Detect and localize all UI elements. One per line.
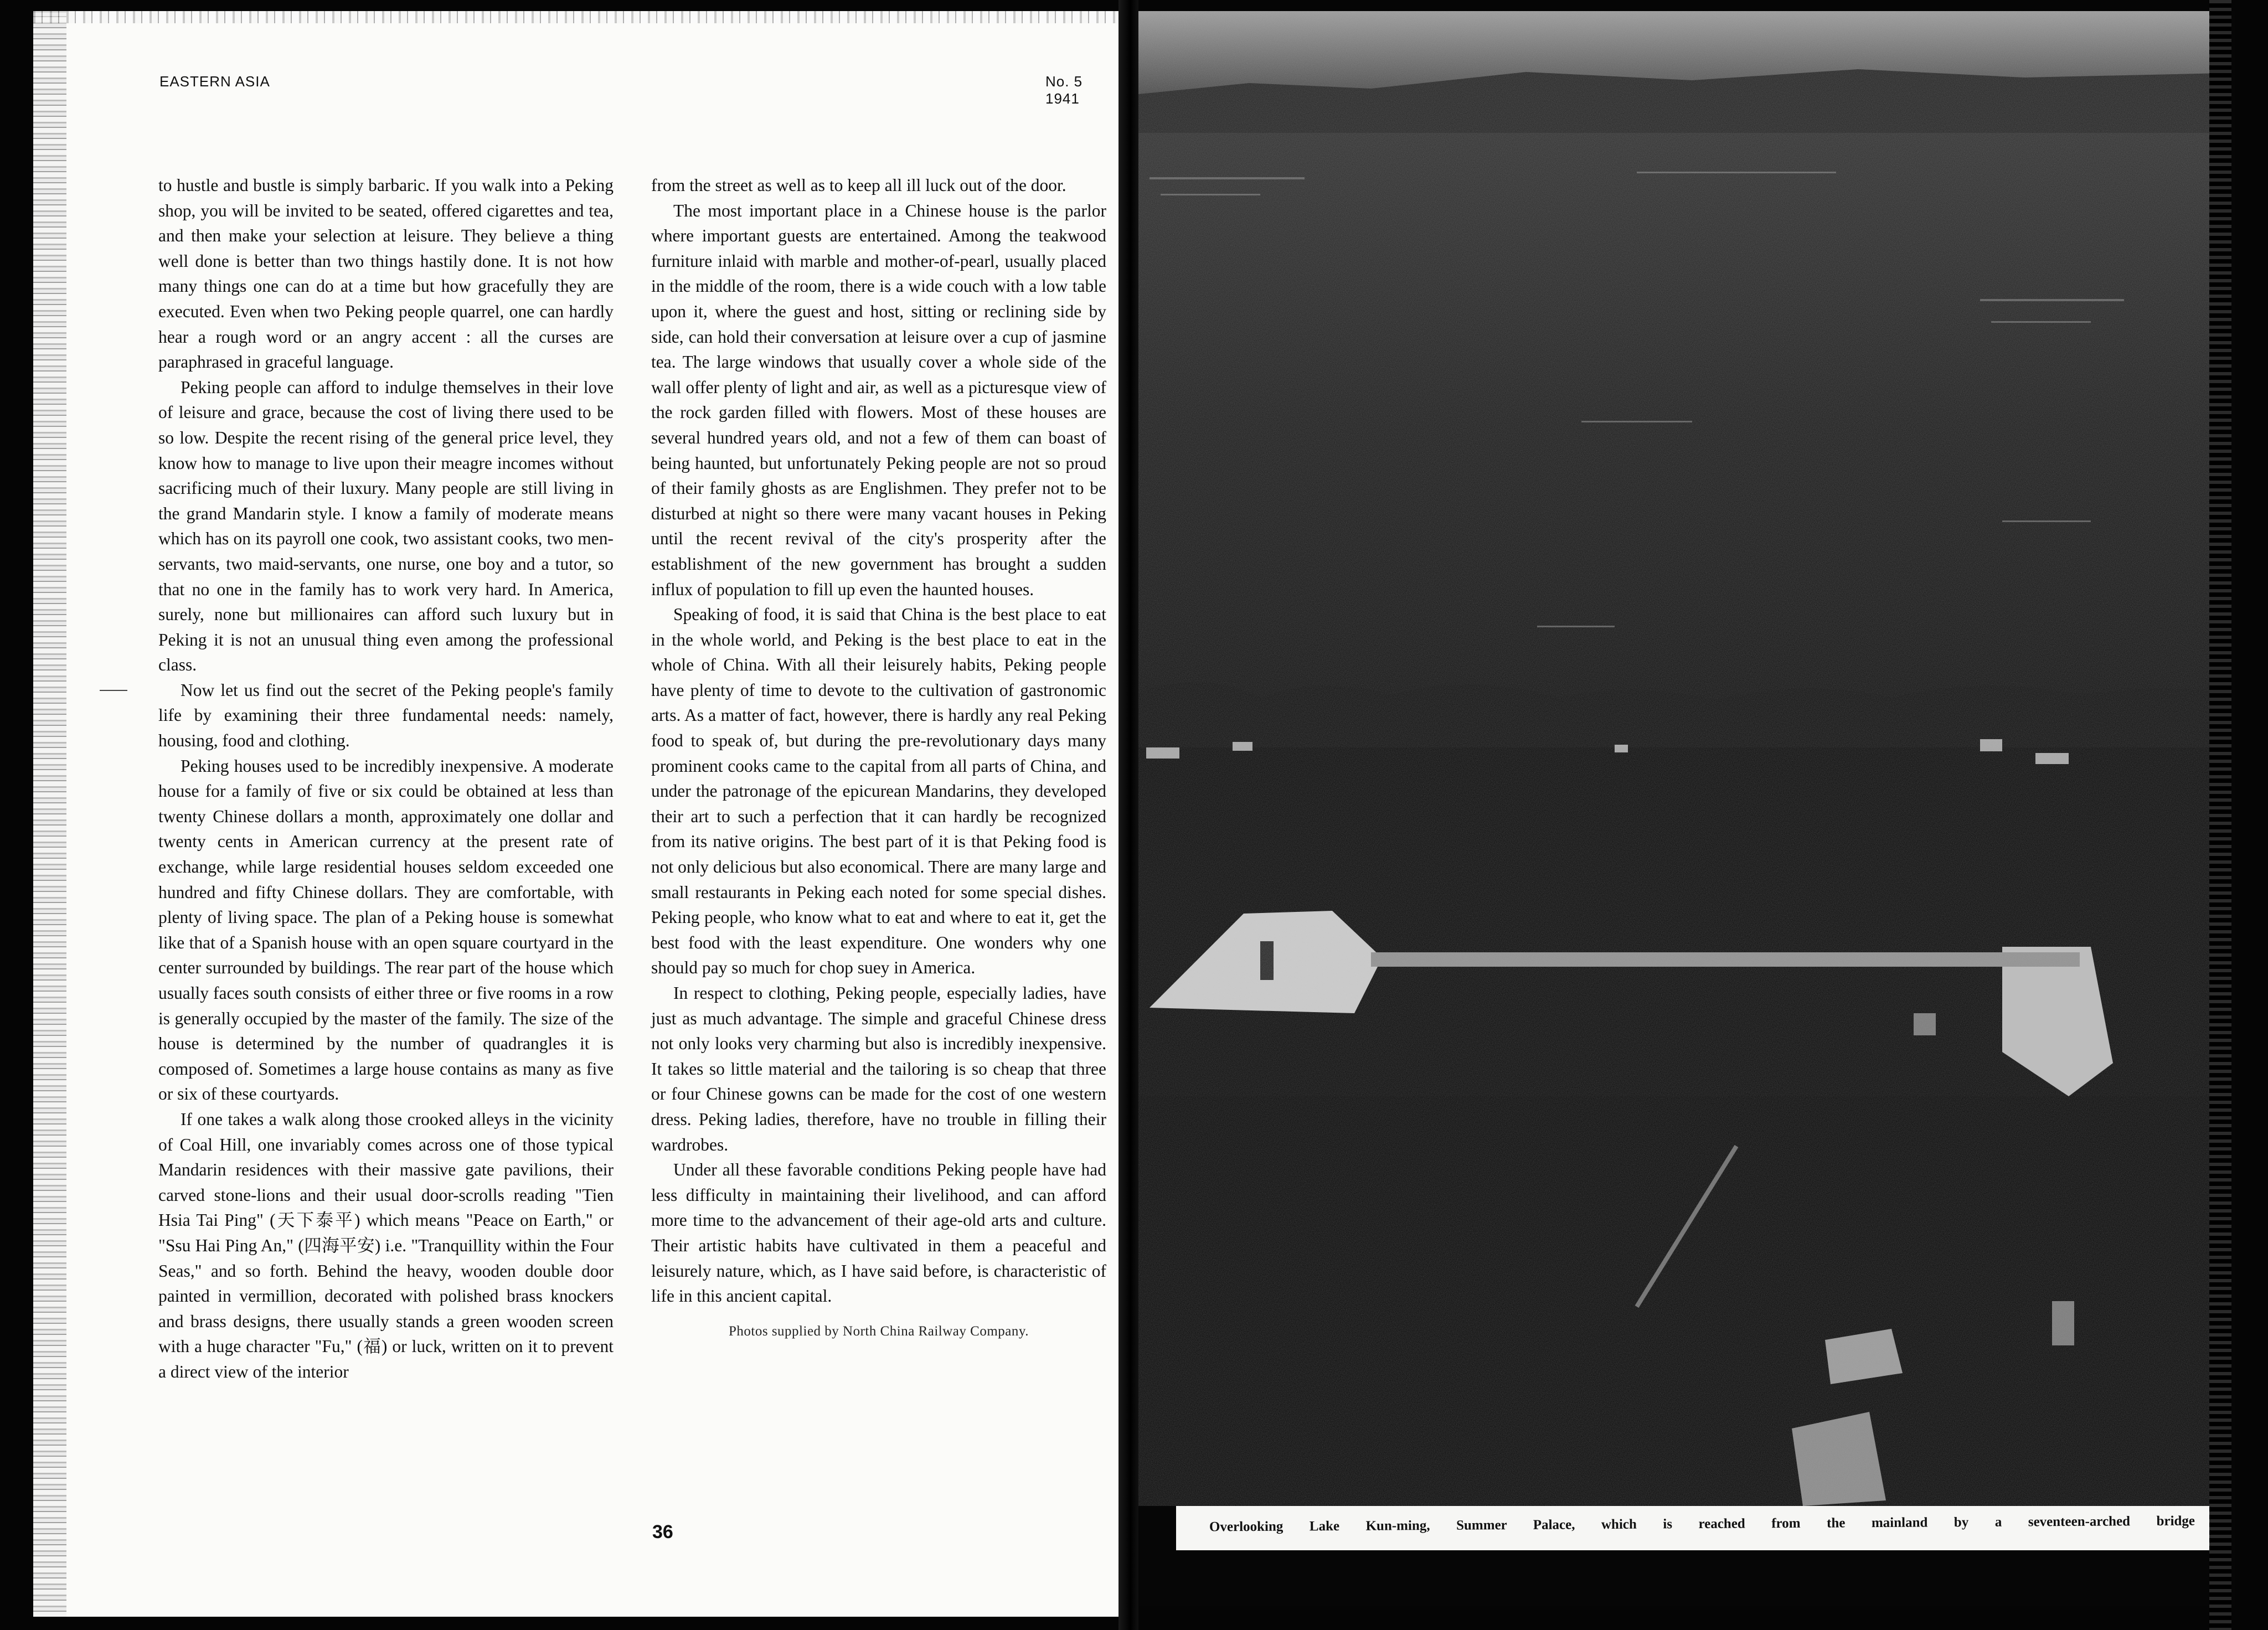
left-page xyxy=(33,11,1118,1617)
paragraph: Peking houses used to be incredibly inexpensive. A moderate house for a family of five or six could be obtained at less than twenty Chinese dollars a month, approximately one dollar and twenty cents in American currency at the present rate of exchange, while large residential houses seldom exceeded one hundred and fifty Chinese dollars. They are comfortable, with plenty of living space. The plan of a Peking house is somewhat like that of a Spanish house with an open square courtyard in the center surrounded by buildings. The rear part of the house which usually faces south consists of either three or five rooms in a row is generally occupied by the master of the family. The size of the house is determined by the number of quadrangles it is composed of. Sometimes a large house contains as many as five or six of these courtyards. xyxy=(158,756,614,1104)
paragraph: Speaking of food, it is said that China is the best place to eat in the whole world, and Peking is the best place to eat in the whole of China. With all their leisurely habits, Peking people have plenty of time to devote to the cultivation of gastronomic arts. As a matter of fact, however, there is hardly any real Peking food to speak of, but during the pre-revolutionary days many prominent cooks came to the capital from all parts of China, and under the patronage of the epicurean Mandarins, they developed their art to such a perfection that it can hardly be recognized from its native origins. The best part of it is that Peking food is not only delicious but also economical. There are many large and small restaurants in Peking each noted for some special dishes. Peking people, who know what to eat and where to eat it, get the best food with the least expenditure. One wonders why one should pay so much for chop suey in America. xyxy=(651,605,1106,978)
running-head-issue: No. 5 1941 xyxy=(1045,73,1083,107)
photo-caption: Overlooking Lake Kun-ming, Summer Palace, which is reached from the mainland by a seventeen-arched bridge xyxy=(1209,1513,2195,1535)
text-column-2 xyxy=(651,173,1106,1344)
paragraph: from the street as well as to keep all ill luck out of the door. xyxy=(651,176,1066,195)
scan-edge xyxy=(2209,0,2231,1630)
lake-photograph xyxy=(1138,11,2224,1506)
paragraph: Now let us find out the secret of the Peking people's family life by examining their three fundamental needs: namely, housing, food and clothing. xyxy=(158,680,614,751)
paragraph: Peking people can afford to indulge themselves in their love of leisure and grace, because the cost of living there used to be so low. Despite the recent rising of the general price level, they know how to manage to live upon their meagre incomes without sacrificing much of their luxury. Many people are still living in the grand Mandarin style. I know a family of moderate means which has on its payroll one cook, two assistant cooks, two men-servants, two maid-servants, one nurse, one boy and a tutor, so that no one in the family has to work very hard. In America, surely, none but millionaires can afford such luxury but in Peking it is not an unusual thing even among the professional class. xyxy=(158,377,614,675)
right-page xyxy=(1138,11,2235,1606)
running-head-title: EASTERN ASIA xyxy=(159,73,270,90)
margin-mark xyxy=(100,690,127,691)
paragraph: In respect to clothing, Peking people, especially ladies, have just as much advantage. The simple and graceful Chinese dress not only looks very charming but also is incredibly inexpensive. It takes so little material and the tailoring is so cheap that three or four Chinese gowns can be made for the cost of one western dress. Peking ladies, therefore, have no trouble in filling their wardrobes. xyxy=(651,983,1106,1154)
page-number: 36 xyxy=(652,1521,673,1543)
paragraph: If one takes a walk along those crooked alleys in the vicinity of Coal Hill, one invariably comes across one of those typical Mandarin residences with their massive gate pavilions, their carved stone-lions and their usual door-scrolls reading "Tien Hsia Tai Ping" (天下泰平) which means "Peace on Earth," or "Ssu Hai Ping An," (四海平安) i.e. "Tranquillity within the Four Seas," and so forth. Behind the heavy, wooden double door painted in vermillion, decorated with polished brass knockers and brass designs, there usually stands a green wooden screen with a huge character "Fu," (福) or luck, written on it to prevent a direct view of the interior xyxy=(158,1109,614,1381)
paragraph: to hustle and bustle is simply barbaric. If you walk into a Peking shop, you will be invited to be seated, offered cigarettes and tea, and then make your selection at leisure. They believe a thing well done is better than two things hastily done. It is not how many things one can do at a time but how gracefully they are executed. Even when two Peking people quarrel, one can hardly hear a rough word or an angry accent : all the curses are paraphrased in graceful language. xyxy=(158,176,614,372)
caption-bar xyxy=(1176,1506,2217,1550)
paragraph: The most important place in a Chinese house is the parlor where important guests are entertained. Among the teakwood furniture inlaid with marble and mother-of-pearl, usually placed in the middle of the room, there is a wide couch with a low table upon it, where the guest and host, sitting or reclining side by side, can hold their conversation at leisure over a cup of jasmine tea. The large windows that usually cover a whole side of the wall offer plenty of light and air, as well as a picturesque view of the rock garden filled with flowers. Most of these houses are several hundred years old, and not a few of them can boast of being haunted, but unfortunately Peking people are not so proud of their family ghosts as are Englishmen. They prefer not to be disturbed at night so there were many vacant houses in Peking until the recent revival of the city's prosperity after the establishment of the new government has brought a sudden influx of population to fill up even the haunted houses. xyxy=(651,200,1106,599)
paragraph: Under all these favorable conditions Peking people have had less difficulty in maintaining their livelihood, and can afford more time to the advancement of their age-old arts and culture. Their artistic habits have cultivated in them a peaceful and leisurely nature, which, as I have said before, is characteristic of life in this ancient capital. xyxy=(651,1160,1106,1306)
book-gutter xyxy=(1118,0,1138,1630)
photo-credit: Photos supplied by North China Railway Company. xyxy=(729,1323,1029,1339)
text-column-1 xyxy=(158,173,614,1385)
